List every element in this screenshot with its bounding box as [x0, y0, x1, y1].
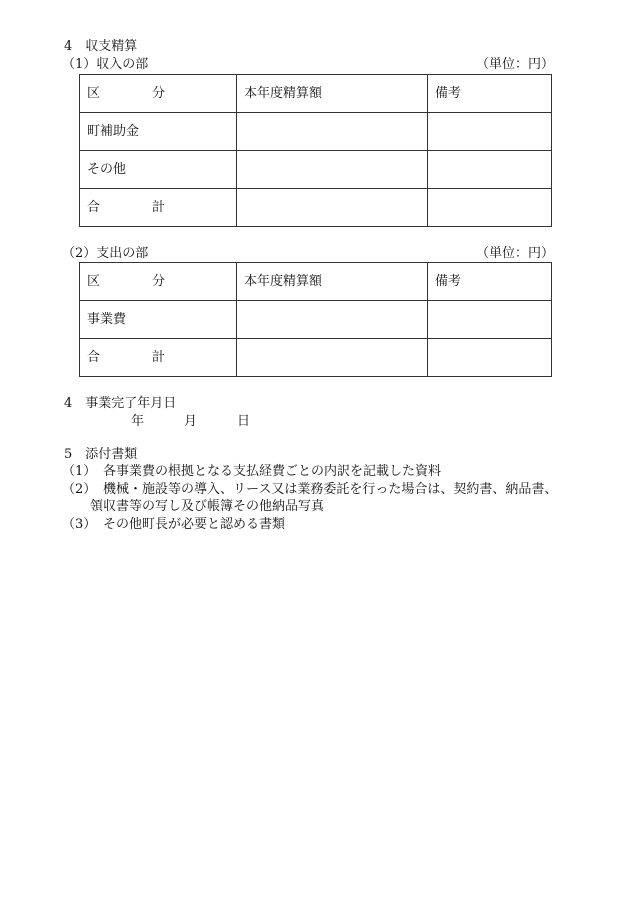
section-settlement-title: 4 収支精算 [64, 39, 138, 54]
completion-month: 月 [184, 414, 198, 429]
expense-table [79, 262, 552, 377]
amount-cell[interactable] [237, 301, 428, 339]
header-amount: 本年度精算額 [237, 75, 428, 113]
header-category [80, 263, 237, 301]
attachment-text-continued: 領収書等の写し及び帳簿その他納品写真 [90, 499, 325, 514]
total-label-a: 合 [87, 350, 101, 365]
table-header-row [80, 75, 552, 113]
header-remarks: 備考 [428, 75, 552, 113]
total-label [80, 189, 237, 227]
row-label: その他 [80, 151, 237, 189]
remarks-cell[interactable] [428, 151, 552, 189]
header-category [80, 75, 237, 113]
total-label-a: 合 [87, 200, 101, 215]
remarks-cell[interactable] [428, 301, 552, 339]
table-total-row [80, 189, 552, 227]
attachment-num: （1） [62, 464, 97, 479]
attachment-num: （3） [62, 517, 97, 532]
amount-cell[interactable] [237, 339, 428, 377]
section-completion-title: 4 事業完了年月日 [64, 396, 177, 411]
amount-cell[interactable] [237, 113, 428, 151]
table-header-row [80, 263, 552, 301]
header-category-b: 分 [151, 86, 165, 101]
income-heading: （1）収入の部 [62, 57, 149, 72]
table-row [80, 113, 552, 151]
expense-unit: （単位：円） [475, 246, 554, 261]
table-row [80, 301, 552, 339]
total-label [80, 339, 237, 377]
header-category-a: 区 [87, 274, 101, 289]
total-label-b: 計 [151, 200, 165, 215]
attachment-text: その他町長が必要と認める書類 [103, 517, 286, 532]
attachment-text: 各事業費の根拠となる支払経費ごとの内訳を記載した資料 [103, 464, 442, 479]
row-label: 事業費 [80, 301, 237, 339]
completion-year: 年 [131, 414, 145, 429]
remarks-cell[interactable] [428, 339, 552, 377]
total-label-b: 計 [151, 350, 165, 365]
table-row [80, 151, 552, 189]
section-attachments-title: 5 添付書類 [64, 447, 138, 462]
income-unit: （単位：円） [475, 57, 554, 72]
header-category-a: 区 [87, 86, 101, 101]
header-amount: 本年度精算額 [237, 263, 428, 301]
header-remarks: 備考 [428, 263, 552, 301]
attachment-text: 機械・施設等の導入、リース又は業務委託を行った場合は、契約書、納品書、 [103, 482, 558, 497]
row-label: 町補助金 [80, 113, 237, 151]
table-total-row [80, 339, 552, 377]
income-table [79, 74, 552, 227]
remarks-cell[interactable] [428, 113, 552, 151]
attachment-num: （2） [62, 482, 97, 497]
amount-cell[interactable] [237, 189, 428, 227]
amount-cell[interactable] [237, 151, 428, 189]
remarks-cell[interactable] [428, 189, 552, 227]
header-category-b: 分 [151, 274, 165, 289]
completion-day: 日 [237, 414, 251, 429]
expense-heading: （2）支出の部 [62, 246, 149, 261]
